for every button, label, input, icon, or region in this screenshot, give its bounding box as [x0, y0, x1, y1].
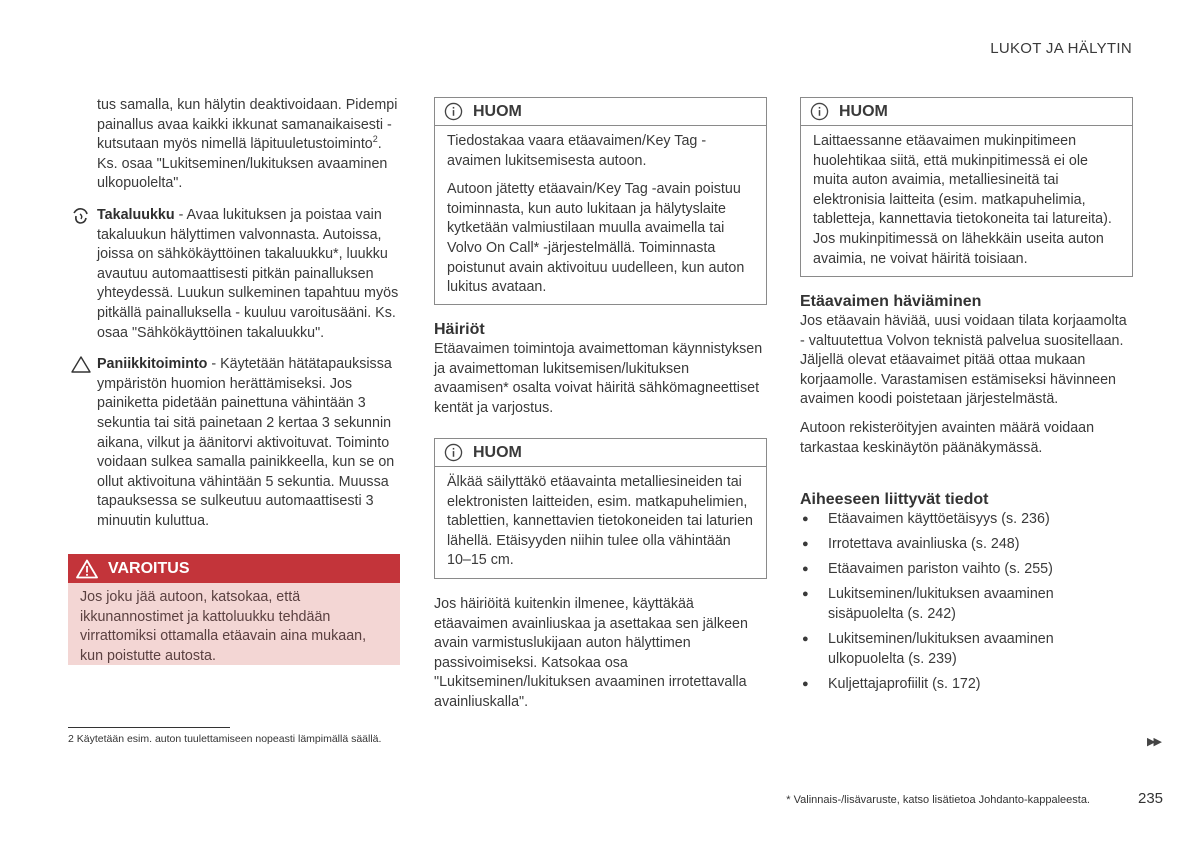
- info-icon: [444, 443, 463, 462]
- warning-icon: [76, 559, 98, 579]
- note-header-3: [801, 98, 1132, 126]
- intro-paragraph: tus samalla, kun hälytin deaktivoidaan. Pidempi painallus avaa kaikki ikkunat samanaikaisesti - kutsutaan myös nimellä läpituuletustoiminto$^2$. Ks. osaa "Lukitseminen/lukituksen avaaminen ulkopuolelta".: [97, 97, 398, 192]
- footnote-ref[interactable]: 2: [372, 134, 378, 145]
- note-box-1: [434, 97, 767, 305]
- tailgate-feature: [97, 206, 402, 343]
- column-1: [97, 96, 402, 543]
- after-paragraph: Jos häiriöitä kuitenkin ilmenee, käyttäkää etäavaimen avainliuskaa ja asettakaa sen jälkeen avain varmistuslukijaan auton hälyttimen passivoimiseksi. Katsokaa osa "Lukitseminen/lukituksen avaaminen irrotettavalla avainliuskalla".: [434, 596, 748, 710]
- note-box-3: [800, 97, 1133, 277]
- after-paragraph-section: [434, 595, 766, 713]
- accessory-footnote: * Valinnais-/lisävaruste, katso lisätietoa Johdanto-kappaleesta.: [786, 794, 1090, 806]
- related-link[interactable]: ● Lukitseminen/lukituksen avaaminen ulkopuolelta (s. 239): [800, 630, 1132, 669]
- note-2-paragraph-1: Älkää säilyttäkö etäavainta metalliesineiden tai elektronisten laitteiden, esim. matkapuhelimien, tablettien, kannettavien tietokoneiden tai laturien lähellä. Etäisyyden niihin tulee olla vähintään 10–15 cm.: [447, 474, 754, 569]
- info-icon: [810, 102, 829, 121]
- info-icon: [444, 102, 463, 121]
- section-title: LUKOT JA HÄLYTIN: [990, 40, 1132, 57]
- related-section: [800, 490, 1132, 700]
- tailgate-title: Takaluukku: [97, 206, 175, 223]
- warning-triangle-icon: [71, 355, 91, 375]
- warning-text: Jos joku jää autoon, katsokaa, että ikkunannostimet ja kattoluukku tehdään virrattomiksi ottamalla etäavain aina mukaan, kun poistutte autosta.: [80, 589, 367, 664]
- key-loss-heading: Etäavaimen häviäminen: [800, 293, 982, 310]
- related-link[interactable]: ● Kuljettajaprofiilit (s. 172): [800, 675, 1132, 695]
- key-loss-section: [800, 292, 1132, 458]
- note-3-paragraph-1: Laittaessanne etäavaimen mukinpitimeen huolehtikaa siitä, että mukinpitimessä ei ole muita auton avaimia, metalliesineitä tai elektronisia laitteita (esim. matkapuhelimia, tabletteja, kannettavia tietokoneita tai latureita). Jos mukinpitimessä on lähekkäin useita auton avaimia, ne voivat häiritä toisiaan.: [813, 133, 1112, 267]
- warning-header: [68, 554, 400, 583]
- tailgate-icon: [71, 206, 91, 226]
- panic-title: Paniikkitoiminto: [97, 356, 208, 373]
- interference-heading: Häiriöt: [434, 321, 485, 338]
- note-header-1: [435, 98, 766, 126]
- next-page-arrows-icon[interactable]: ▶▶: [1147, 736, 1160, 748]
- key-loss-paragraph-1: Jos etäavain häviää, uusi voidaan tilata korjaamolta - valtuutettua Volvon teknistä palvelua suositellaan. Jäljellä olevat etäavaimet pitää ottaa mukaan korjaamolle. Varastamisen estämiseksi hävinneen avaimen koodi poistetaan järjestelmästä.: [800, 313, 1127, 408]
- related-link[interactable]: ● Etäavaimen pariston vaihto (s. 255): [800, 560, 1132, 580]
- footnote-divider: [68, 727, 230, 728]
- warning-box: [68, 554, 400, 665]
- related-link[interactable]: ● Etäavaimen käyttöetäisyys (s. 236): [800, 510, 1132, 530]
- related-links: [800, 510, 1132, 694]
- panic-text: - Käytetään hätätapauksissa ympäristön huomion herättämiseksi. Jos painiketta pidetään painettuna vähintään 3 sekuntia tai sitä painetaan 2 kertaa 3 sekunnin aikana, vilkut ja äänitorvi aktivoituvat. Toiminto voidaan sulkea samalla painikkeella, kun se on ollut aktivoituna vähintään 5 sekuntia. Muussa tapauksessa se sulkeutuu automaattisesti 3 minuutin kuluttua.: [97, 356, 395, 529]
- note-box-2: [434, 438, 767, 579]
- note-title-3: HUOM: [839, 102, 888, 120]
- note-title-1: HUOM: [473, 102, 522, 120]
- note-header-2: [435, 439, 766, 467]
- panic-feature: [97, 355, 402, 531]
- interference-section: [434, 320, 766, 418]
- related-link[interactable]: ● Irrotettava avainliuska (s. 248): [800, 535, 1132, 555]
- interference-text: Etäavaimen toimintoja avaimettoman käynnistyksen ja avaimettoman lukitsemisen/lukituksen avaamisen* osalta voivat häiritä sähkömagneettiset kentät ja varjostus.: [434, 341, 763, 416]
- key-loss-paragraph-2: Autoon rekisteröityjen avainten määrä voidaan tarkastaa keskinäytön päänäkymässä.: [800, 419, 1095, 456]
- related-link[interactable]: ● Lukitseminen/lukituksen avaaminen sisäpuolelta (s. 242): [800, 585, 1132, 624]
- tailgate-text: - Avaa lukituksen ja poistaa vain takaluukun hälyttimen valvonnasta. Autoissa, joissa on sähkökäyttöinen takaluukku*, luukku avautuu automaattisesti pitkän painalluksen yhteydessä. Luukun sulkeminen tapahtuu myös pitkällä painalluksella - kuuluu varoitusääni. Ks. osaa "Sähkökäyttöinen takaluukku".: [97, 206, 399, 341]
- warning-title: VAROITUS: [108, 559, 190, 577]
- note-1-paragraph-2: Autoon jätetty etäavain/Key Tag -avain poistuu toiminnasta, kun auto lukitaan ja hälytyslaite kytketään valmiustilaan muulla avaimella tai Volvo On Call* -järjestelmällä. Toiminnasta poistunut avain aktivoituu uudelleen, kun auton lukitus avataan.: [447, 181, 745, 296]
- note-title-2: HUOM: [473, 443, 522, 461]
- note-1-paragraph-1: Tiedostakaa vaara etäavaimen/Key Tag -avaimen lukitsemisesta autoon.: [447, 133, 707, 169]
- footnote: 2 Käytetään esim. auton tuulettamiseen nopeasti lämpimällä säällä.: [68, 733, 382, 745]
- page-number: 235: [1138, 790, 1164, 807]
- related-heading: Aiheeseen liittyvät tiedot: [800, 491, 989, 508]
